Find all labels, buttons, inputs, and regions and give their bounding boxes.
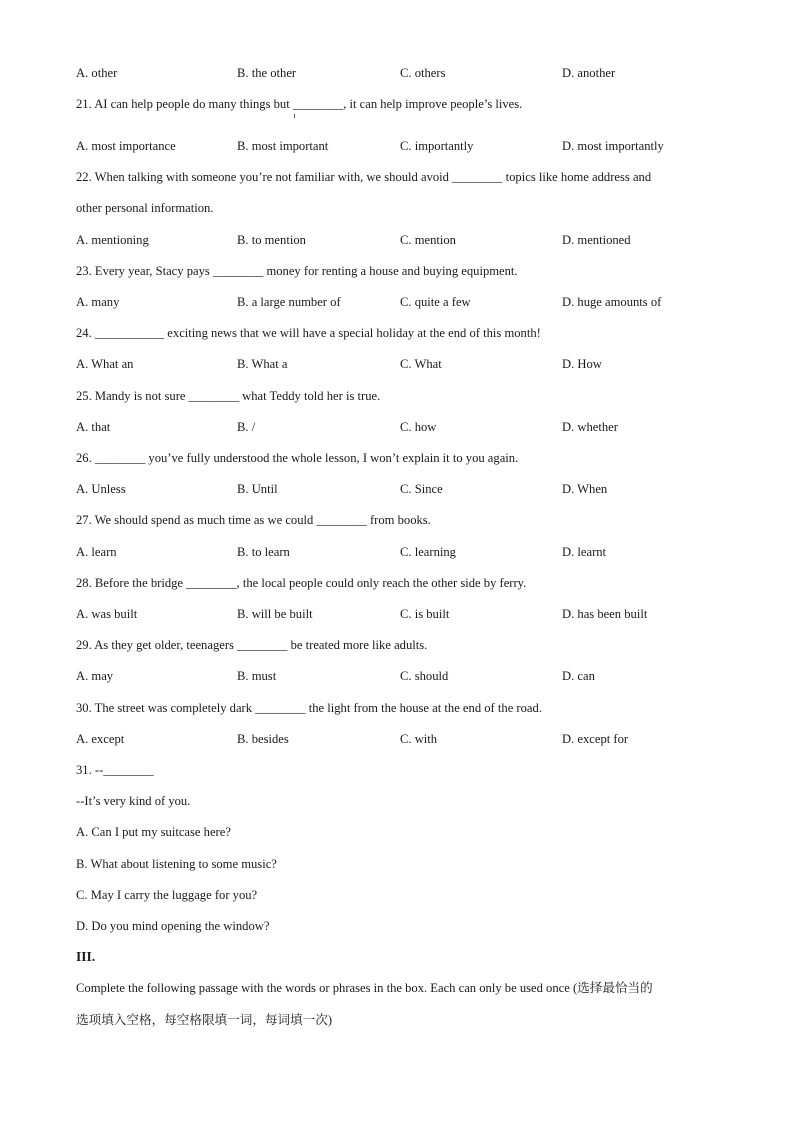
option-b: B. the other	[237, 66, 297, 80]
option-a: A. many	[76, 295, 120, 309]
option-c: C. importantly	[400, 139, 474, 153]
q26-options	[76, 481, 736, 497]
option-c: C. Since	[400, 482, 443, 496]
option-a: A. Unless	[76, 482, 126, 496]
option-d: D. mentioned	[562, 233, 631, 247]
option-b: B. to mention	[237, 233, 306, 247]
q20-options	[76, 65, 736, 81]
q21-stem: 21. AI can help people do many things but ________, it can help improve people’s lives.	[76, 97, 523, 111]
q25-options	[76, 419, 736, 435]
q31-option-b: B. What about listening to some music?	[76, 857, 277, 871]
option-a: A. mentioning	[76, 233, 149, 247]
option-d: D. learnt	[562, 545, 607, 559]
option-b: B. Until	[237, 482, 278, 496]
q24-options	[76, 356, 736, 372]
option-d: D. except for	[562, 732, 629, 746]
option-d: D. most importantly	[562, 139, 664, 153]
section-instruction: Complete the following passage with the words or phrases in the box. Each can only be used once (选择最恰当的	[76, 981, 653, 995]
option-d: D. When	[562, 482, 608, 496]
q31-reply: --It’s very kind of you.	[76, 794, 191, 808]
option-a: A. other	[76, 66, 118, 80]
option-d: D. How	[562, 357, 602, 371]
option-d: D. can	[562, 669, 595, 683]
q27-stem: 27. We should spend as much time as we could ________ from books.	[76, 513, 431, 527]
option-c: C. learning	[400, 545, 456, 559]
option-a: A. may	[76, 669, 114, 683]
option-b: B. must	[237, 669, 277, 683]
q30-options	[76, 731, 736, 747]
q22-options	[76, 232, 736, 248]
option-a: A. that	[76, 420, 111, 434]
option-c: C. is built	[400, 607, 450, 621]
q21-options	[76, 138, 736, 154]
stray-mark	[294, 114, 295, 118]
section-heading: III.	[76, 949, 96, 964]
option-b: B. to learn	[237, 545, 290, 559]
option-d: D. another	[562, 66, 616, 80]
option-a: A. What an	[76, 357, 134, 371]
option-c: C. mention	[400, 233, 456, 247]
option-b: B. besides	[237, 732, 289, 746]
option-c: C. should	[400, 669, 449, 683]
q28-options	[76, 606, 736, 622]
option-b: B. a large number of	[237, 295, 341, 309]
q22-stem-continued: other personal information.	[76, 201, 214, 215]
q27-options	[76, 544, 736, 560]
q29-options	[76, 668, 736, 684]
option-a: A. most importance	[76, 139, 176, 153]
option-a: A. learn	[76, 545, 117, 559]
q29-stem: 29. As they get older, teenagers ________ be treated more like adults.	[76, 638, 428, 652]
q23-stem: 23. Every year, Stacy pays ________ money for renting a house and buying equipment.	[76, 264, 518, 278]
option-d: D. has been built	[562, 607, 648, 621]
option-c: C. with	[400, 732, 438, 746]
option-d: D. huge amounts of	[562, 295, 662, 309]
q31-option-c: C. May I carry the luggage for you?	[76, 888, 258, 902]
q22-stem: 22. When talking with someone you’re not familiar with, we should avoid ________ topics like home address and	[76, 170, 652, 184]
q31-stem: 31. --________	[76, 763, 154, 777]
q28-stem: 28. Before the bridge ________, the local people could only reach the other side by ferry.	[76, 576, 527, 590]
option-b: B. will be built	[237, 607, 313, 621]
option-c: C. others	[400, 66, 446, 80]
q26-stem: 26. ________ you’ve fully understood the whole lesson, I won’t explain it to you again.	[76, 451, 519, 465]
q31-option-a: A. Can I put my suitcase here?	[76, 825, 231, 839]
option-a: A. except	[76, 732, 125, 746]
option-c: C. how	[400, 420, 437, 434]
option-d: D. whether	[562, 420, 618, 434]
q30-stem: 30. The street was completely dark ________ the light from the house at the end of the road.	[76, 701, 542, 715]
option-b: B. /	[237, 420, 256, 434]
option-c: C. quite a few	[400, 295, 471, 309]
q25-stem: 25. Mandy is not sure ________ what Teddy told her is true.	[76, 389, 381, 403]
option-b: B. What a	[237, 357, 288, 371]
option-b: B. most important	[237, 139, 329, 153]
option-c: C. What	[400, 357, 442, 371]
q23-options	[76, 294, 736, 310]
q31-option-d: D. Do you mind opening the window?	[76, 919, 270, 933]
section-instruction-continued: 选项填入空格，每空格限填一词，每词填一次)	[76, 1013, 333, 1027]
option-a: A. was built	[76, 607, 138, 621]
q24-stem: 24. ___________ exciting news that we will have a special holiday at the end of this month!	[76, 326, 541, 340]
